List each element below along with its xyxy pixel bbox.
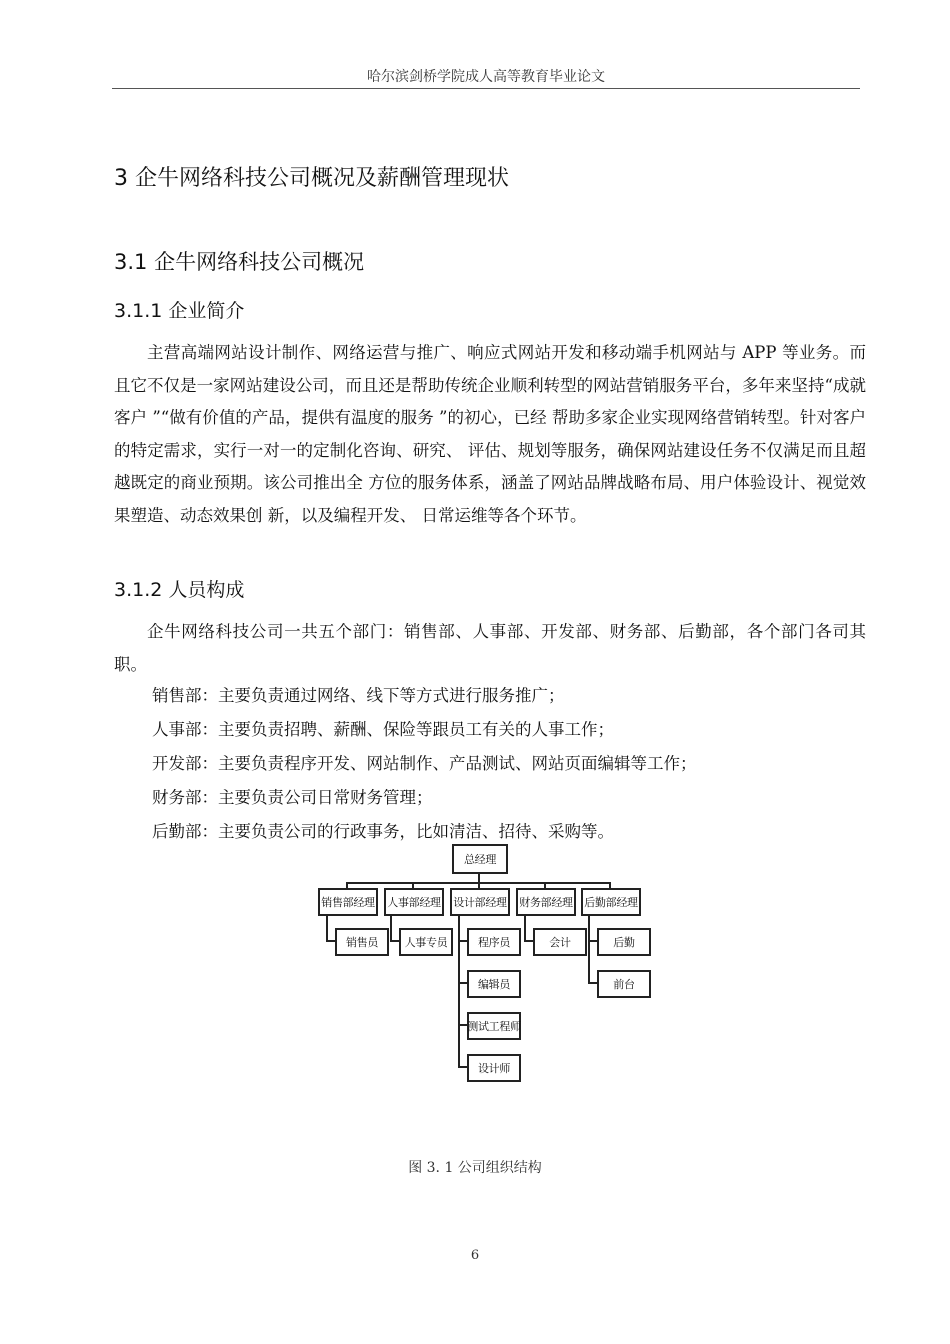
org-node-finance-manager: 财务部经理 <box>516 888 576 916</box>
subsection-title-staff: 3.1.2 人员构成 <box>114 579 245 601</box>
org-node-logistics-staff: 后勤 <box>597 928 651 956</box>
company-intro-paragraph: 主营高端网站设计制作、网络运营与推广、响应式网站开发和移动端手机网站与 APP 等业务。而且它不仅是一家网站建设公司，而且还是帮助传统企业顺利转型的网站营销服务平台，多年来坚持“成就客户 ”“做有价值的产品，提供有温度的服务 ”的初心，已经 帮助多家企业实现网络营销转型。针对客户的特定需求，实行一对一的定制化咨询、研究、 评估、规划等服务，确保网站建设任务不仅满足而且超越既定的商业预期。该公司推出全 方位的服务体系，涵盖了网站品牌战略布局、用户体验设计、视觉效果塑造、动态效果创 新，以及编程开发、 日常运维等各个环节。 <box>114 343 866 525</box>
staff-paragraph: 企牛网络科技公司一共五个部门：销售部、人事部、开发部、财务部、后勤部，各个部门各司其职。 <box>114 622 866 674</box>
header-rule <box>112 88 860 89</box>
connector-sales-down <box>326 914 328 942</box>
org-node-sales-manager: 销售部经理 <box>318 888 378 916</box>
dept-line-hr: 人事部：主要负责招聘、薪酬、保险等跟员工有关的人事工作； <box>152 720 614 739</box>
org-node-designer: 设计师 <box>467 1054 521 1082</box>
org-node-logistics-manager: 后勤部经理 <box>581 888 641 916</box>
org-node-hr-specialist: 人事专员 <box>399 928 453 956</box>
connector-finance-down <box>524 914 526 942</box>
org-chart <box>316 842 646 1084</box>
org-node-accountant: 会计 <box>533 928 587 956</box>
connector-logistics-down <box>588 914 590 984</box>
subsection-title-company-intro: 3.1.1 企业简介 <box>114 300 245 322</box>
org-node-hr-manager: 人事部经理 <box>384 888 444 916</box>
dept-line-dev: 开发部：主要负责程序开发、网站制作、产品测试、网站页面编辑等工作； <box>152 754 697 773</box>
org-node-editor: 编辑员 <box>467 970 521 998</box>
page-number: 6 <box>470 1248 480 1263</box>
connector-design-down <box>458 914 460 1068</box>
dept-line-sales: 销售部：主要负责通过网络、线下等方式进行服务推广； <box>152 686 565 705</box>
org-node-test-engineer: 测试工程师 <box>467 1012 521 1040</box>
dept-line-logistics: 后勤部：主要负责公司的行政事务，比如清洁、招待、采购等。 <box>152 822 614 841</box>
running-header: 哈尔滨剑桥学院成人高等教育毕业论文 <box>367 69 605 85</box>
figure-caption: 图 3. 1 公司组织结构 <box>408 1160 542 1176</box>
chapter-title: 3 企牛网络科技公司概况及薪酬管理现状 <box>114 166 509 191</box>
section-title: 3.1 企牛网络科技公司概况 <box>114 250 365 274</box>
org-node-general-manager: 总经理 <box>452 844 508 874</box>
connector-hr-down <box>390 914 392 942</box>
dept-line-finance: 财务部：主要负责公司日常财务管理； <box>152 788 433 807</box>
org-node-design-manager: 设计部经理 <box>450 888 510 916</box>
org-node-reception: 前台 <box>597 970 651 998</box>
org-node-salesperson: 销售员 <box>335 928 389 956</box>
org-node-programmer: 程序员 <box>467 928 521 956</box>
